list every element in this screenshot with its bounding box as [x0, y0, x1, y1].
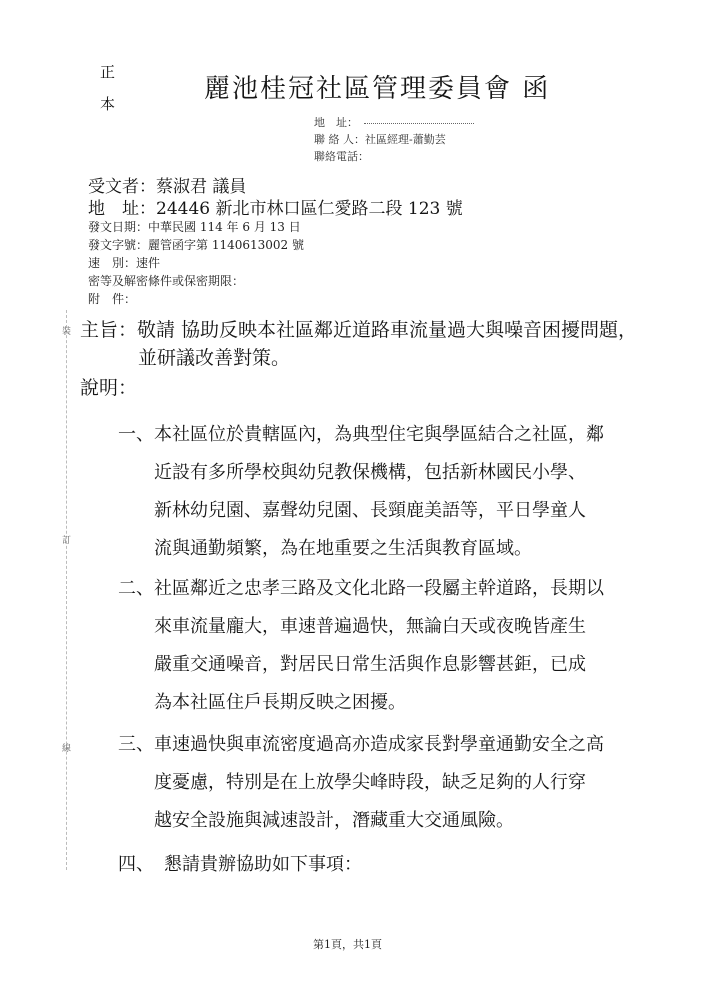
subject-label: 主旨：: [80, 319, 138, 341]
item-2-line-4: 為本社區住戶長期反映之困擾。: [154, 692, 406, 713]
meta-date: [88, 218, 301, 235]
item-3-line-3: 越安全設施與減速設計，潛藏重大交通風險。: [154, 810, 514, 831]
item-2-line-3: 嚴重交通噪音，對居民日常生活與作息影響甚鉅，已成: [154, 654, 586, 675]
item-1-number: 一、: [118, 424, 154, 445]
item-2-line-1: 社區鄰近之忠孝三路及文化北路一段屬主幹道路，長期以: [154, 578, 604, 599]
page-footer: 第1頁，共1頁: [313, 938, 382, 951]
item-4-line-1: 懇請貴辦協助如下事項：: [164, 854, 362, 875]
header-address-label: 地 址：: [314, 114, 474, 130]
redacted-address: [364, 122, 474, 124]
item-4-number: 四、: [118, 854, 154, 875]
binding-line: [66, 310, 67, 870]
item-3-line-2: 度憂慮，特別是在上放學尖峰時段，缺乏足夠的人行穿: [154, 772, 586, 793]
meta-secret-label: 密等及解密條件或保密期限：: [88, 274, 245, 288]
header-contact-value: 社區經理-蕭勤芸: [365, 133, 446, 146]
meta-docno-value: 麗管函字第 1140613002 號: [148, 238, 304, 252]
header-contact-label: 聯 絡 人：: [314, 133, 365, 146]
meta-speed-label: 速 別：: [88, 256, 137, 270]
meta-docno: [88, 236, 304, 253]
meta-speed: [88, 254, 160, 271]
recipient-label: 受文者：: [88, 177, 156, 197]
meta-date-label: 發文日期：: [88, 220, 149, 234]
item-1-line-2: 近設有多所學校與幼兒教保機構，包括新林國民小學、: [154, 462, 586, 483]
stamp-ben: 本: [100, 95, 116, 113]
item-2-line-2: 來車流量龐大，車速普遍過快，無論白天或夜晚皆產生: [154, 616, 586, 637]
recipient-address-line: [88, 194, 463, 219]
item-2-number: 二、: [118, 578, 154, 599]
stamp-zheng: 正: [100, 63, 116, 81]
recipient-address-value: 24446 新北市林口區仁愛路二段 123 號: [156, 199, 463, 219]
recipient-address-label: 地 址：: [88, 199, 156, 219]
document-title: 麗池桂冠社區管理委員會 函: [204, 74, 551, 104]
item-3-number: 三、: [118, 734, 154, 755]
margin-mark-mid: 訂: [62, 536, 72, 546]
item-3-line-1: 車速過快與車流密度過高亦造成家長對學童通勤安全之高: [154, 734, 604, 755]
meta-date-value: 中華民國 114 年 6 月 13 日: [148, 220, 301, 234]
subject-text-2: 並研議改善對策。: [138, 347, 291, 369]
recipient-value: 蔡淑君 議員: [156, 177, 247, 197]
header-contact: [314, 131, 446, 147]
meta-speed-value: 速件: [136, 256, 161, 270]
margin-mark-top: 裝: [62, 327, 72, 337]
item-1-line-1: 本社區位於貴轄區內，為典型住宅與學區結合之社區，鄰: [154, 424, 604, 445]
explanation-label: 說明：: [80, 377, 138, 399]
item-1-line-3: 新林幼兒園、嘉聲幼兒園、長頸鹿美語等，平日學童人: [154, 500, 586, 521]
meta-docno-label: 發文字號：: [88, 238, 149, 252]
subject-text-1: 敬請 協助反映本社區鄰近道路車流量過大與噪音困擾問題，: [137, 319, 638, 341]
meta-attach-label: 附 件：: [88, 292, 137, 306]
margin-mark-bottom: 線: [62, 744, 72, 754]
header-phone-label: 聯絡電話：: [314, 150, 369, 163]
item-1-line-4: 流與通勤頻繁，為在地重要之生活與教育區域。: [154, 538, 532, 559]
